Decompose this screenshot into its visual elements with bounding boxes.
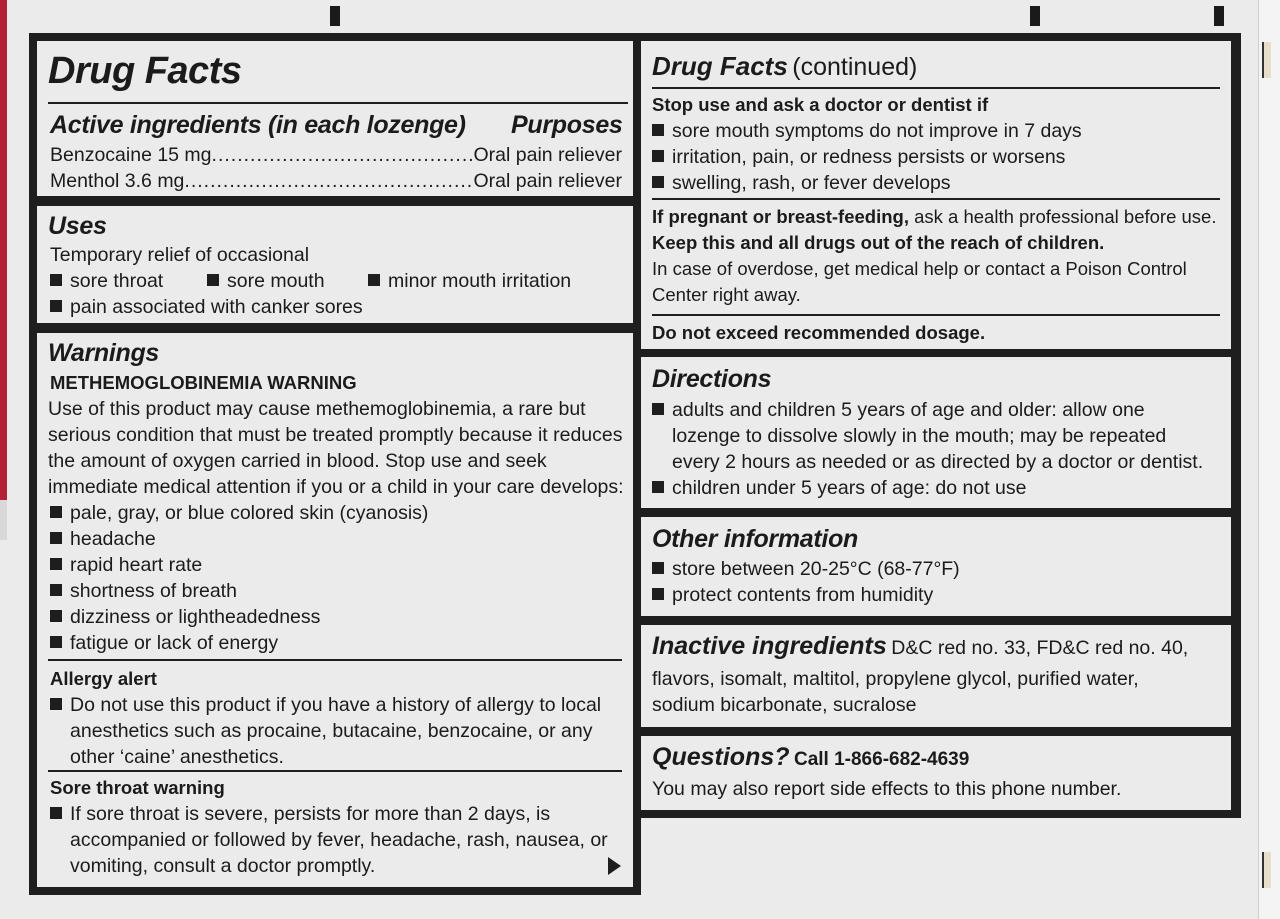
continued-title: Drug Facts (continued) xyxy=(652,51,918,81)
bullet-square xyxy=(50,558,62,570)
bullet-square xyxy=(50,506,62,518)
overdose-text: In case of overdose, get medical help or contact a Poison Control xyxy=(652,258,1187,279)
directions-text: lozenge to dissolve slowly in the mouth; may be repeated xyxy=(672,425,1167,447)
carton-edge-highlight xyxy=(0,500,7,540)
keep-out-of-reach: Keep this and all drugs out of the reach of children. xyxy=(652,232,1105,253)
uses-box xyxy=(37,206,633,323)
bullet-square xyxy=(652,588,664,600)
symptom-item: headache xyxy=(50,526,156,552)
divider xyxy=(48,659,622,661)
inactive-ingredients-text: flavors, isomalt, maltitol, propylene glycol, purified water, xyxy=(652,668,1139,690)
other-information-item: protect contents from humidity xyxy=(652,582,933,608)
other-information-box xyxy=(641,517,1231,616)
registration-mark xyxy=(1030,6,1040,26)
warning-text: Use of this product may cause methemoglobinemia, a rare but xyxy=(48,398,586,420)
symptom-item: pale, gray, or blue colored skin (cyanosis) xyxy=(50,500,428,526)
inactive-ingredients-line: Inactive ingredients D&C red no. 33, FD&C red no. 40, xyxy=(652,632,1189,660)
registration-mark xyxy=(330,6,340,26)
bullet-square xyxy=(652,150,664,162)
uses-item: pain associated with canker sores xyxy=(50,294,363,320)
ingredient-purpose: Oral pain reliever xyxy=(473,144,622,166)
purposes-heading: Purposes xyxy=(511,111,623,139)
directions-item: children under 5 years of age: do not use xyxy=(652,475,1027,501)
uses-intro: Temporary relief of occasional xyxy=(50,244,310,266)
sore-throat-warning-heading: Sore throat warning xyxy=(50,777,225,798)
continued-box xyxy=(641,41,1231,349)
divider xyxy=(652,314,1220,316)
bullet-square xyxy=(50,274,62,286)
sore-throat-text: accompanied or followed by fever, headache, rash, nausea, or xyxy=(70,829,608,851)
red-carton-edge xyxy=(0,0,7,500)
sore-throat-text: vomiting, consult a doctor promptly. xyxy=(70,855,376,877)
carton-side-flap xyxy=(1258,0,1280,919)
warnings-box xyxy=(37,333,633,887)
directions-item: adults and children 5 years of age and older: allow one xyxy=(652,397,1145,423)
leader-dots xyxy=(212,142,474,168)
questions-note: You may also report side effects to this phone number. xyxy=(652,778,1122,800)
do-not-exceed: Do not exceed recommended dosage. xyxy=(652,322,986,343)
ingredient-name: Menthol 3.6 mg xyxy=(50,170,185,192)
ingredient-row xyxy=(50,142,622,168)
bullet-square xyxy=(50,300,62,312)
uses-item: sore throat xyxy=(50,268,163,294)
pregnancy-text: If pregnant or breast-feeding, ask a health professional before use. xyxy=(652,206,1217,227)
bullet-square xyxy=(50,807,62,819)
ingredient-purpose: Oral pain reliever xyxy=(473,170,622,192)
questions-box xyxy=(641,736,1231,810)
questions-line: Questions? Call 1-866-682-4639 xyxy=(652,743,970,771)
symptom-item: dizziness or lightheadedness xyxy=(50,604,320,630)
registration-mark xyxy=(1214,6,1224,26)
bullet-square xyxy=(652,562,664,574)
ingredient-name: Benzocaine 15 mg xyxy=(50,144,212,166)
directions-box xyxy=(641,357,1231,508)
bullet-square xyxy=(50,698,62,710)
bullet-square xyxy=(368,274,380,286)
warnings-heading: Warnings xyxy=(48,339,160,367)
bullet-square xyxy=(50,584,62,596)
bullet-square xyxy=(652,124,664,136)
inactive-ingredients-text: sodium bicarbonate, sucralose xyxy=(652,694,917,716)
allergy-text: anesthetics such as procaine, butacaine, benzocaine, or any xyxy=(70,720,593,742)
symptom-item: shortness of breath xyxy=(50,578,237,604)
warning-text: immediate medical attention if you or a child in your care develops: xyxy=(48,476,624,498)
uses-heading: Uses xyxy=(48,212,107,240)
other-information-heading: Other information xyxy=(652,525,859,553)
stop-use-heading: Stop use and ask a doctor or dentist if xyxy=(652,94,989,115)
allergy-text: Do not use this product if you have a history of allergy to local xyxy=(50,692,601,718)
divider xyxy=(652,198,1220,200)
allergy-alert-heading: Allergy alert xyxy=(50,668,157,689)
stop-use-item: irritation, pain, or redness persists or worsens xyxy=(652,144,1065,170)
stop-use-item: sore mouth symptoms do not improve in 7 days xyxy=(652,118,1082,144)
divider xyxy=(652,87,1220,89)
flap-corner xyxy=(1262,852,1271,888)
ingredient-row xyxy=(50,168,622,194)
directions-text: every 2 hours as needed or as directed by a doctor or dentist. xyxy=(672,451,1204,473)
bullet-square xyxy=(652,176,664,188)
active-ingredients-heading: Active ingredients (in each lozenge) xyxy=(50,111,466,139)
bullet-square xyxy=(50,532,62,544)
bullet-square xyxy=(50,636,62,648)
bullet-square xyxy=(652,481,664,493)
flap-corner xyxy=(1262,42,1271,78)
uses-item: minor mouth irritation xyxy=(368,268,571,294)
inactive-ingredients-box xyxy=(641,625,1231,727)
symptom-item: fatigue or lack of energy xyxy=(50,630,278,656)
drug-facts-title: Drug Facts xyxy=(48,50,242,92)
sore-throat-text: If sore throat is severe, persists for more than 2 days, is xyxy=(50,801,550,827)
warning-text: the amount of oxygen carried in blood. Stop use and seek xyxy=(48,450,547,472)
allergy-text: other ‘caine’ anesthetics. xyxy=(70,746,284,768)
divider xyxy=(48,770,622,772)
bullet-square xyxy=(207,274,219,286)
overdose-text: Center right away. xyxy=(652,284,801,305)
leader-dots xyxy=(184,168,473,194)
directions-heading: Directions xyxy=(652,365,772,393)
other-information-item: store between 20-25°C (68-77°F) xyxy=(652,556,960,582)
uses-item: sore mouth xyxy=(207,268,325,294)
stop-use-item: swelling, rash, or fever develops xyxy=(652,170,951,196)
bullet-square xyxy=(50,610,62,622)
symptom-item: rapid heart rate xyxy=(50,552,202,578)
warning-text: serious condition that must be treated promptly because it reduces xyxy=(48,424,623,446)
bullet-square xyxy=(652,403,664,415)
divider xyxy=(48,102,628,104)
continued-arrow-icon xyxy=(608,857,621,875)
methemoglobinemia-heading: METHEMOGLOBINEMIA WARNING xyxy=(50,372,357,393)
